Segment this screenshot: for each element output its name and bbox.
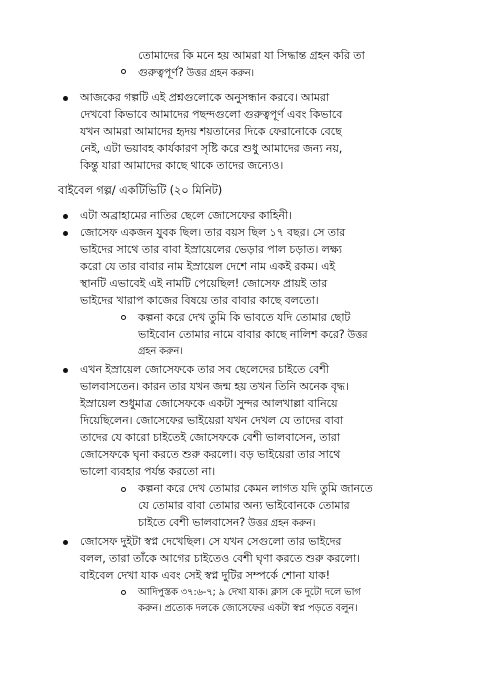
paragraph-5-line-1: জোসেফ দুইটা স্বপ্ন দেখেছিল। সে যখন সেগুলো তার ভাইদের — [80, 535, 342, 548]
bullet-marker — [63, 231, 68, 236]
sub-bullet-3-line-1: কল্পনা করে দেখ তোমার কেমন লাগত যদি তুমি জানতে — [138, 482, 373, 495]
question-text: গুরুত্বপূর্ণ? — [138, 66, 184, 79]
paragraph-3-line-4: স্থানটি এভাবেই এই নামটি পেয়েছিল! জোসেফ প্রায়ই তার — [80, 277, 328, 290]
sub-bullet-2-line-3: গ্রহন করুন। — [138, 346, 183, 357]
bullet-marker — [63, 540, 68, 545]
sub-bullet-2-line-1: কল্পনা করে দেখ তুমি কি ভাবতে যদি তোমার ছোট — [138, 311, 351, 324]
sub-bullet-1-line-1: তোমাদের কি মনে হয় আমরা যা সিদ্ধান্ত গ্রহন করি তা — [138, 49, 365, 62]
section-heading: বাইবেল গল্প/ একটিভিটি (২০ মিনিট) — [58, 183, 223, 197]
paragraph-4-line-6: জোসেফকে ঘৃনা করতে শুরু করলো। বড় ভাইয়েরা তার সাথে — [80, 448, 341, 461]
sub-bullet-marker — [121, 69, 126, 74]
paragraph-3-line-5: ভাইদের খারাপ কাজের বিষয়ে তার বাবার কাছে বলতো। — [80, 294, 319, 307]
paragraph-1-line-2: দেখবো কিভাবে আমাদের পছন্দগুলো গুরুত্বপূর্ণ এবং কিভাবে — [80, 108, 343, 121]
paragraph-5-line-3: বাইবেল দেখা যাক এবং সেই স্বপ্ন দুটির সম্পর্কে শোনা যাক! — [80, 569, 330, 582]
sub-bullet-2-line-2 — [138, 326, 367, 344]
paragraph-1-line-1: আজকের গল্পটি এই প্রশ্নগুলোকে অনুসন্ধান করবে। আমরা — [80, 91, 330, 104]
paragraph-4-line-1: এখন ইস্রায়েল জোসেফকে তার সব ছেলেদের চাইতে বেশী — [80, 363, 329, 376]
sub-bullet-marker — [121, 590, 126, 595]
sub-bullet-3-line-2: যে তোমার বাবা তোমার অন্য ভাইবোনকে তোমার — [138, 499, 350, 512]
bullet-marker — [63, 214, 68, 219]
sub-bullet-4-line-2: করুন। প্রত্যেক দলকে জোসেফের একটা স্বপ্ন পড়তে বলুন। — [138, 603, 358, 614]
bullet-marker — [63, 368, 68, 373]
paragraph-3-line-1: জোসেফ একজন যুবক ছিল। তার বয়স ছিল ১৭ বছর। সে তার — [80, 226, 346, 239]
paragraph-4-line-4: দিয়েছিলেন। জোসেফের ভাইয়েরা যখন দেখল যে তাদের বাবা — [80, 414, 343, 427]
sub-bullet-1-line-2 — [138, 64, 254, 82]
paragraph-4-line-3: ইস্রায়েল শুধুমাত্র জোসেফকে একটা সুন্দর আলখাল্লা বানিয়ে — [80, 397, 338, 410]
question-text: চাইতে বেশী ভালবাসেন? — [138, 516, 245, 529]
paragraph-1-line-3: যখন আমরা আমাদের হৃদয় শয়তানের দিকে ফেরানোকে বেছে — [80, 125, 342, 138]
answer-prompt: উত্তর গ্রহন করুন। — [183, 68, 254, 79]
paragraph-3-line-3: করো যে তার বাবার নাম ইস্রায়েল দেশে নাম একই রকম। এই — [80, 260, 336, 273]
paragraph-4-line-7: ভালো ব্যবহার পর্যন্ত করতো না। — [80, 465, 216, 478]
question-text: ভাইবোন তোমার নামে বাবার কাছে নালিশ করে? — [138, 328, 345, 341]
sub-bullet-marker — [121, 315, 126, 320]
sub-bullet-marker — [121, 487, 126, 492]
paragraph-5-line-2: বলল, তারা তাঁকে আগের চাইতেও বেশী ঘৃণা করতে শুরু করলো। — [80, 552, 360, 565]
paragraph-3-line-2: ভাইদের সাথে তার বাবা ইস্রায়েলের ভেড়ার পাল চড়াত। লক্ষ্য — [80, 243, 342, 256]
paragraph-1-line-5: কিন্তু যারা আমাদের কাছে থাকে তাদের জন্যেও। — [80, 159, 284, 172]
paragraph-4-line-5: তাদের যে কারো চাইতেই জোসেফকে বেশী ভালবাসেন, তারা — [80, 431, 340, 444]
sub-bullet-4-line-1: আদিপুস্তক ৩৭:৬-৭; ৯ দেখা যাক। ক্লাস কে দুটো দলে ভাগ — [138, 587, 361, 598]
sub-bullet-3-line-3 — [138, 514, 315, 532]
paragraph-1-line-4: নেই, এটা ভয়াবহ কার্যকারণ সৃষ্টি করে শুধু আমাদের জন্য নয়, — [80, 142, 343, 155]
paragraph-2-line-1: এটা অব্রাহামের নাতির ছেলে জোসেফের কাহিনী। — [80, 209, 292, 222]
paragraph-4-line-2: ভালবাসতেন। কারন তার যখন জন্ম হয় তখন তিনি অনেক বৃদ্ধ। — [80, 380, 349, 393]
answer-prompt: উত্তর গ্রহন করুন। — [244, 518, 316, 529]
bullet-marker — [63, 96, 68, 101]
answer-prompt: উত্তর — [344, 330, 368, 341]
